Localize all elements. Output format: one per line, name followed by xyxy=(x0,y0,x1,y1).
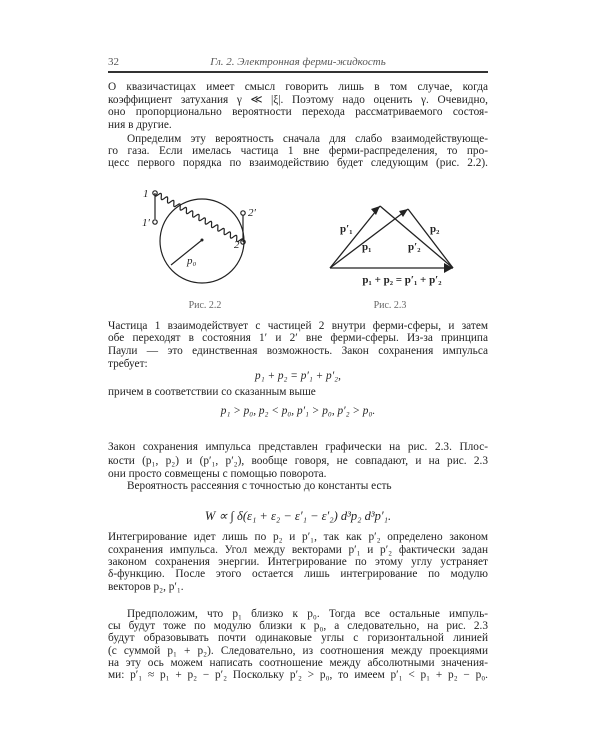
interaction-wavy-line xyxy=(155,193,243,242)
text-line: законом сохранения энергии. Интегрирование по этому углу устраняет xyxy=(108,556,488,568)
text-line: Интегрирование идет лишь по p₂ и p′₁, так как p′₂ определено законом xyxy=(108,531,488,543)
text-line: Предположим, что p₁ близко к p₀. Тогда все остальные импуль- xyxy=(127,608,488,620)
text-line: требует: xyxy=(108,358,148,370)
label-2: 2 xyxy=(234,239,240,251)
state-1-prime xyxy=(153,220,157,224)
text-line: О квазичастицах имеет смысл говорить лишь в том случае, когда xyxy=(108,81,488,93)
equation: p₁ > p₀, p₂ < p₀, p′₁ > p₀, p′₂ > p₀. xyxy=(220,405,376,417)
label-p2-prime: p′₂ xyxy=(408,241,421,253)
text-line: оно пропорционально вероятности перехода рассматриваемого состоя- xyxy=(108,106,488,118)
text-line: ния в другие. xyxy=(108,119,172,131)
text-line: δ-функцию. После этого остается лишь интегрирование по модулю xyxy=(108,568,488,580)
label-p0: p₀ xyxy=(187,255,197,267)
equation: p₁ + p₂ = p′₁ + p′₂, xyxy=(255,370,341,382)
text-line: Закон сохранения импульса представлен графически на рис. 2.3. Плос- xyxy=(108,441,488,453)
text-line: ми: p′₁ ≈ p₁ + p₂ − p′₂ Поскольку p′₂ > p₀, то имеем p′₁ < p₁ + p₂ − p₀. xyxy=(108,669,488,681)
label-p1-prime: p′₁ xyxy=(340,223,353,235)
text-line: Паули — это единственная возможность. Закон сохранения импульса xyxy=(108,345,488,357)
label-1-prime: 1′ xyxy=(142,217,150,229)
figure-2-3 xyxy=(330,206,453,268)
text-line: го газа. Если имелась частица 1 вне ферми-распределения, то про- xyxy=(108,145,488,157)
text-line: векторов p₂, p′₁. xyxy=(108,581,184,593)
state-2-prime xyxy=(241,211,245,215)
sum-label: p₁ + p₂ = p′₁ + p′₂ xyxy=(362,274,442,286)
label-p2: p₂ xyxy=(430,223,440,235)
text-line: Частица 1 взаимодействует с частицей 2 внутри ферми-сферы, и затем xyxy=(108,320,488,332)
label-p1: p₁ xyxy=(362,241,372,253)
text-line: сы будут тоже по модулю близки к p₀, а следовательно, на рис. 2.3 xyxy=(108,620,488,632)
running-title: Гл. 2. Электронная ферми-жидкость xyxy=(210,56,386,68)
text-line: сохранения импульса. Угол между векторами p′₁ и p′₂ фактически задан xyxy=(108,544,488,556)
text-line: Вероятность рассеяния с точностью до константы есть xyxy=(127,480,392,492)
page-number: 32 xyxy=(108,56,119,68)
text-line: причем в соответствии со сказанным выше xyxy=(108,386,316,398)
label-2-prime: 2′ xyxy=(248,207,256,219)
text-line: на эту ось можем написать соотношение между абсолютными значения- xyxy=(108,657,488,669)
caption-2-3: Рис. 2.3 xyxy=(373,300,407,311)
text-line: они просто совмещены с помощью поворота. xyxy=(108,468,327,480)
caption-2-2: Рис. 2.2 xyxy=(188,300,222,311)
text-line: (с суммой p₁ + p₂). Следовательно, из соотношения между проекциями xyxy=(108,645,488,657)
text-line: Определим эту вероятность сначала для слабо взаимодействующе- xyxy=(127,133,488,145)
label-1: 1 xyxy=(143,188,149,200)
text-line: кости (p₁, p₂) и (p′₁, p′₂), вообще говоря, не совпадают, и на рис. 2.3 xyxy=(108,455,488,467)
text-line: обе переходят в состояния 1′ и 2′ вне ферми-сферы. Из-за принципа xyxy=(108,332,488,344)
equation: W ∝ ∫ δ(ε₁ + ε₂ − ε′₁ − ε′₂) d³p₂ d³p′₁. xyxy=(204,509,392,523)
text-line: будут образовывать почти одинаковые углы с горизонтальной линией xyxy=(108,632,488,644)
text-line: цесс первого порядка по взаимодействию будет следующим (рис. 2.2). xyxy=(108,157,488,169)
text-line: коэффициент затухания γ ≪ |ξ|. Поэтому надо оценить γ. Очевидно, xyxy=(108,94,488,106)
